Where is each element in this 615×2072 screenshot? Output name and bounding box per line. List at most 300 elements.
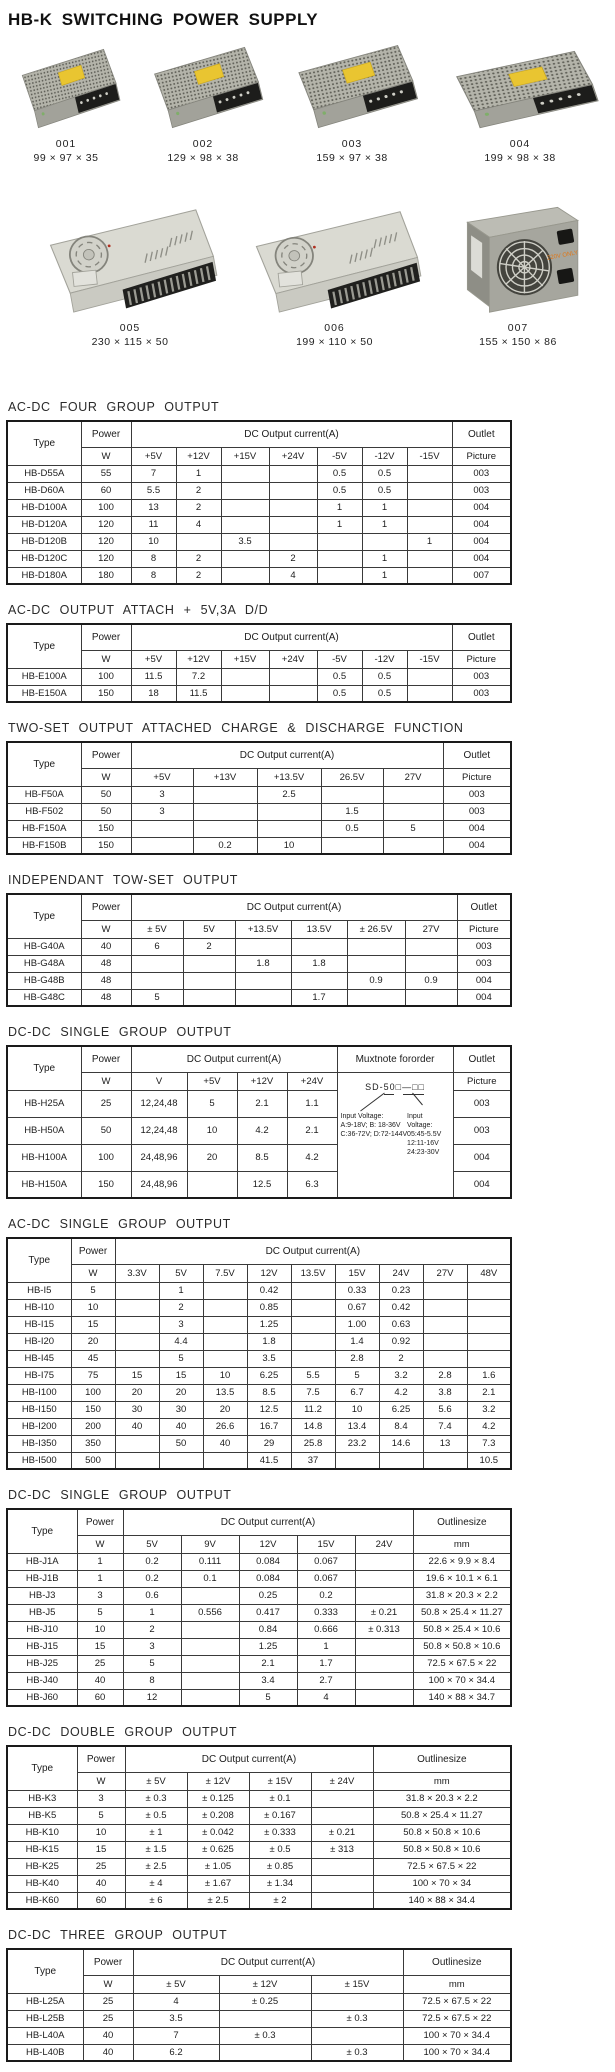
value-cell: 4 xyxy=(297,1689,355,1706)
type-cell: HB-F502 xyxy=(7,803,81,820)
table-row xyxy=(7,1621,511,1638)
table-row xyxy=(7,465,511,482)
value-cell: 10 xyxy=(187,1117,237,1144)
value-cell: 13 xyxy=(423,1435,467,1452)
section-3 xyxy=(6,721,512,855)
spec-table xyxy=(6,893,512,1007)
value-cell: 40 xyxy=(83,2044,133,2061)
note-model-code: SD-50□—□□ xyxy=(338,1082,453,1092)
value-cell: 10 xyxy=(257,837,321,854)
type-cell: HB-J1B xyxy=(7,1570,77,1587)
value-cell: 0.23 xyxy=(379,1282,423,1299)
table-row xyxy=(7,567,511,584)
type-cell: HB-K10 xyxy=(7,1824,77,1841)
last-col-cell: 100 × 70 × 34 xyxy=(373,1875,511,1892)
value-cell xyxy=(311,1858,373,1875)
value-cell: 12 xyxy=(123,1689,181,1706)
type-cell: HB-I500 xyxy=(7,1452,71,1469)
value-cell xyxy=(407,550,452,567)
header-cell: Outlet xyxy=(453,1046,511,1072)
value-cell: 150 xyxy=(71,1401,115,1418)
last-col-cell: 004 xyxy=(453,1171,511,1198)
type-cell: HB-K15 xyxy=(7,1841,77,1858)
value-cell: 120 xyxy=(81,516,131,533)
value-cell xyxy=(159,1452,203,1469)
product-006 xyxy=(246,208,424,348)
header-cell: Outlet xyxy=(457,894,511,920)
last-col-cell: 003 xyxy=(457,955,511,972)
value-cell: 20 xyxy=(159,1384,203,1401)
type-cell: HB-H50A xyxy=(7,1117,81,1144)
value-cell: ± 2.5 xyxy=(187,1892,249,1909)
value-cell: 5 xyxy=(187,1090,237,1117)
value-cell: 75 xyxy=(71,1367,115,1384)
table-row xyxy=(7,1824,511,1841)
value-cell: 500 xyxy=(71,1452,115,1469)
value-cell: 0.6 xyxy=(123,1587,181,1604)
value-cell: 20 xyxy=(115,1384,159,1401)
type-cell: HB-F50A xyxy=(7,786,81,803)
value-cell: ± 0.85 xyxy=(249,1858,311,1875)
value-cell xyxy=(355,1638,413,1655)
value-cell xyxy=(269,516,317,533)
value-cell xyxy=(423,1452,467,1469)
type-cell: HB-I350 xyxy=(7,1435,71,1452)
table-row xyxy=(7,2044,511,2061)
type-cell: HB-E100A xyxy=(7,668,81,685)
last-col-cell: 100 × 70 × 34.4 xyxy=(403,2027,511,2044)
value-cell: 5.6 xyxy=(423,1401,467,1418)
value-cell xyxy=(335,1452,379,1469)
value-cell xyxy=(181,1655,239,1672)
header-cell: 24V xyxy=(379,1264,423,1282)
header-cell: W xyxy=(81,447,131,465)
last-col-cell: 31.8 × 20.3 × 2.2 xyxy=(373,1790,511,1807)
products-row-1 xyxy=(0,44,615,164)
value-cell: 2 xyxy=(176,482,221,499)
value-cell: 0.5 xyxy=(317,465,362,482)
value-cell: 10 xyxy=(77,1824,125,1841)
value-cell xyxy=(407,465,452,482)
value-cell xyxy=(193,820,257,837)
value-cell: 20 xyxy=(187,1144,237,1171)
type-cell: HB-K5 xyxy=(7,1807,77,1824)
product-id: 005 xyxy=(119,322,141,334)
last-col-cell: 1.6 xyxy=(467,1367,511,1384)
value-cell: 1 xyxy=(317,499,362,516)
value-cell: 0.111 xyxy=(181,1553,239,1570)
value-cell: 0.92 xyxy=(379,1333,423,1350)
psu-sticker-label: 220V ONLY xyxy=(546,250,579,262)
type-cell: HB-L40B xyxy=(7,2044,83,2061)
section-2 xyxy=(6,603,512,703)
value-cell: 0.9 xyxy=(405,972,457,989)
header-cell: -12V xyxy=(362,447,407,465)
value-cell xyxy=(203,1452,247,1469)
value-cell: 12.5 xyxy=(237,1171,287,1198)
value-cell: 0.084 xyxy=(239,1570,297,1587)
product-001 xyxy=(10,48,122,164)
table-row xyxy=(7,1384,511,1401)
value-cell: 10 xyxy=(71,1299,115,1316)
value-cell: 1.4 xyxy=(335,1333,379,1350)
last-col-cell: 72.5 × 67.5 × 22 xyxy=(403,1993,511,2010)
value-cell: 15 xyxy=(71,1316,115,1333)
value-cell xyxy=(355,1672,413,1689)
type-cell: HB-J3 xyxy=(7,1587,77,1604)
section-title: AC-DC SINGLE GROUP OUTPUT xyxy=(8,1217,231,1231)
value-cell xyxy=(423,1282,467,1299)
last-col-cell: 003 xyxy=(453,1117,511,1144)
value-cell xyxy=(181,1621,239,1638)
header-cell: W xyxy=(77,1772,125,1790)
header-cell: Power xyxy=(81,894,131,920)
section-title: AC-DC OUTPUT ATTACH + 5V,3A D/D xyxy=(8,603,269,617)
value-cell xyxy=(203,1333,247,1350)
psu-photo-005 xyxy=(40,206,220,314)
header-cell: -12V xyxy=(362,650,407,668)
type-cell: HB-H100A xyxy=(7,1144,81,1171)
value-cell xyxy=(355,1570,413,1587)
header-cell: 5V xyxy=(123,1535,181,1553)
value-cell: 120 xyxy=(81,533,131,550)
value-cell xyxy=(131,955,183,972)
value-cell: 2 xyxy=(183,938,235,955)
value-cell: 15 xyxy=(159,1367,203,1384)
value-cell xyxy=(379,1452,423,1469)
value-cell: 7.2 xyxy=(176,668,221,685)
value-cell: 24,48,96 xyxy=(131,1144,187,1171)
last-col-cell: 004 xyxy=(452,550,511,567)
value-cell: 3 xyxy=(159,1316,203,1333)
value-cell xyxy=(221,550,269,567)
last-col-cell: 003 xyxy=(452,465,511,482)
header-cell: -15V xyxy=(407,447,452,465)
value-cell xyxy=(311,1993,403,2010)
header-row-1 xyxy=(7,894,511,920)
type-cell: HB-K60 xyxy=(7,1892,77,1909)
last-col-cell xyxy=(467,1350,511,1367)
header-cell: +24V xyxy=(269,650,317,668)
value-cell xyxy=(311,1875,373,1892)
header-cell: ± 5V xyxy=(131,920,183,938)
table-row xyxy=(7,1282,511,1299)
value-cell xyxy=(221,567,269,584)
type-cell: HB-I10 xyxy=(7,1299,71,1316)
value-cell xyxy=(235,972,291,989)
type-cell: HB-I5 xyxy=(7,1282,71,1299)
value-cell: 4.2 xyxy=(379,1384,423,1401)
table-row xyxy=(7,1655,511,1672)
value-cell: 50 xyxy=(81,786,131,803)
note-line: Input Voltage: xyxy=(340,1112,384,1120)
header-cell: Power xyxy=(81,742,131,768)
header-row-2 xyxy=(7,1772,511,1790)
note-input-voltage-right xyxy=(407,1112,450,1157)
spec-table xyxy=(6,1508,512,1707)
products-row-2 xyxy=(0,198,615,348)
last-col-cell: 100 × 70 × 34.4 xyxy=(403,2044,511,2061)
value-cell: ± 0.1 xyxy=(249,1790,311,1807)
value-cell: 1 xyxy=(362,516,407,533)
type-cell: HB-F150A xyxy=(7,820,81,837)
value-cell xyxy=(407,499,452,516)
value-cell: 0.5 xyxy=(362,465,407,482)
value-cell: 40 xyxy=(77,1875,125,1892)
value-cell: 150 xyxy=(81,820,131,837)
header-cell: +5V xyxy=(187,1072,237,1090)
value-cell: 60 xyxy=(81,482,131,499)
last-col-cell: 22.6 × 9.9 × 8.4 xyxy=(413,1553,511,1570)
value-cell: 2.5 xyxy=(257,786,321,803)
psu-photo-003 xyxy=(284,44,420,130)
header-cell: 48V xyxy=(467,1264,511,1282)
value-cell: 40 xyxy=(83,2027,133,2044)
product-id: 004 xyxy=(509,138,531,150)
value-cell xyxy=(219,2044,311,2061)
header-cell: +12V xyxy=(176,650,221,668)
value-cell xyxy=(235,938,291,955)
last-col-cell: 003 xyxy=(452,668,511,685)
value-cell: 41.5 xyxy=(247,1452,291,1469)
value-cell xyxy=(193,803,257,820)
type-cell: HB-G48C xyxy=(7,989,81,1006)
value-cell: ± 0.3 xyxy=(311,2010,403,2027)
value-cell: 10 xyxy=(77,1621,123,1638)
product-dimensions: 199 × 98 × 38 xyxy=(484,152,556,164)
note-pointer-lines xyxy=(338,1092,453,1112)
type-cell: HB-G48A xyxy=(7,955,81,972)
header-cell: DC Output current(A) xyxy=(131,1046,337,1072)
value-cell xyxy=(423,1350,467,1367)
value-cell xyxy=(203,1316,247,1333)
spec-table xyxy=(6,1745,512,1910)
value-cell: 0.33 xyxy=(335,1282,379,1299)
value-cell xyxy=(405,955,457,972)
header-cell: 5V xyxy=(183,920,235,938)
value-cell: 3.8 xyxy=(423,1384,467,1401)
last-col-cell: 50.8 × 50.8 × 10.6 xyxy=(373,1841,511,1858)
value-cell: ± 4 xyxy=(125,1875,187,1892)
value-cell: 0.5 xyxy=(362,668,407,685)
value-cell: 11 xyxy=(131,516,176,533)
value-cell: 150 xyxy=(81,837,131,854)
value-cell: 0.2 xyxy=(297,1587,355,1604)
spec-table xyxy=(6,420,512,585)
value-cell: 1 xyxy=(77,1553,123,1570)
type-cell: HB-D60A xyxy=(7,482,81,499)
value-cell xyxy=(407,567,452,584)
header-cell: +13V xyxy=(193,768,257,786)
header-cell: Power xyxy=(77,1509,123,1535)
value-cell xyxy=(311,1807,373,1824)
value-cell xyxy=(347,955,405,972)
product-dimensions: 199 × 110 × 50 xyxy=(296,336,373,348)
value-cell: 13 xyxy=(131,499,176,516)
value-cell: 48 xyxy=(81,972,131,989)
value-cell: 3 xyxy=(77,1587,123,1604)
value-cell xyxy=(355,1689,413,1706)
header-cell: Muxtnote fororder xyxy=(337,1046,453,1072)
header-row-1 xyxy=(7,421,511,447)
section-title: INDEPENDANT TOW-SET OUTPUT xyxy=(8,873,239,887)
value-cell: 1 xyxy=(176,465,221,482)
header-row-2 xyxy=(7,768,511,786)
spec-table xyxy=(6,1948,512,2062)
value-cell xyxy=(407,482,452,499)
value-cell xyxy=(221,499,269,516)
header-row-2 xyxy=(7,1072,511,1090)
note-line: 12:11-16V xyxy=(407,1139,439,1147)
ordering-note xyxy=(338,1082,453,1159)
value-cell: 8.4 xyxy=(379,1418,423,1435)
value-cell: 0.42 xyxy=(379,1299,423,1316)
value-cell xyxy=(407,668,452,685)
value-cell: 2.8 xyxy=(335,1350,379,1367)
header-cell: DC Output current(A) xyxy=(123,1509,413,1535)
last-col-cell xyxy=(467,1333,511,1350)
note-line: Input xyxy=(407,1112,423,1120)
last-col-cell: 100 × 70 × 34.4 xyxy=(413,1672,511,1689)
value-cell: 2 xyxy=(176,499,221,516)
header-cell: 12V xyxy=(239,1535,297,1553)
value-cell: 6.25 xyxy=(379,1401,423,1418)
header-cell: Type xyxy=(7,1046,81,1090)
value-cell xyxy=(181,1672,239,1689)
value-cell xyxy=(311,2027,403,2044)
header-cell: W xyxy=(83,1975,133,1993)
value-cell xyxy=(405,938,457,955)
header-cell: Type xyxy=(7,1949,83,1993)
product-dimensions: 129 × 98 × 38 xyxy=(167,152,239,164)
last-col-cell: 003 xyxy=(443,803,511,820)
table-row xyxy=(7,516,511,533)
table-row xyxy=(7,989,511,1006)
last-col-cell: 004 xyxy=(443,820,511,837)
value-cell: 50 xyxy=(81,1117,131,1144)
value-cell: 30 xyxy=(115,1401,159,1418)
header-cell: 27V xyxy=(423,1264,467,1282)
type-cell: HB-D120A xyxy=(7,516,81,533)
value-cell: 10 xyxy=(131,533,176,550)
value-cell: 1.8 xyxy=(247,1333,291,1350)
table-row xyxy=(7,685,511,702)
value-cell: 2.1 xyxy=(239,1655,297,1672)
value-cell: 3.5 xyxy=(247,1350,291,1367)
header-cell: DC Output current(A) xyxy=(125,1746,373,1772)
section-title: DC-DC SINGLE GROUP OUTPUT xyxy=(8,1488,232,1502)
value-cell: 18 xyxy=(131,685,176,702)
header-cell: DC Output current(A) xyxy=(131,421,452,447)
value-cell xyxy=(317,550,362,567)
value-cell: 3.2 xyxy=(379,1367,423,1384)
value-cell: 23.2 xyxy=(335,1435,379,1452)
type-cell: HB-D55A xyxy=(7,465,81,482)
table-row xyxy=(7,1452,511,1469)
header-cell: ± 24V xyxy=(311,1772,373,1790)
value-cell xyxy=(221,465,269,482)
value-cell: 120 xyxy=(81,550,131,567)
header-row-1 xyxy=(7,624,511,650)
value-cell xyxy=(187,1171,237,1198)
type-cell: HB-I75 xyxy=(7,1367,71,1384)
value-cell xyxy=(115,1333,159,1350)
table-row xyxy=(7,1875,511,1892)
header-cell: Type xyxy=(7,1746,77,1790)
header-cell: ± 12V xyxy=(187,1772,249,1790)
value-cell: ± 313 xyxy=(311,1841,373,1858)
value-cell: 5 xyxy=(77,1807,125,1824)
value-cell: 4.2 xyxy=(287,1144,337,1171)
value-cell: 15 xyxy=(77,1638,123,1655)
header-row-1 xyxy=(7,1949,511,1975)
value-cell xyxy=(317,533,362,550)
section-8 xyxy=(6,1725,512,1910)
value-cell: 3 xyxy=(131,786,193,803)
table-row xyxy=(7,1435,511,1452)
header-cell: Picture xyxy=(457,920,511,938)
value-cell xyxy=(362,533,407,550)
value-cell: ± 2 xyxy=(249,1892,311,1909)
value-cell xyxy=(221,516,269,533)
table-row xyxy=(7,1892,511,1909)
table-row xyxy=(7,938,511,955)
header-cell: -5V xyxy=(317,650,362,668)
note-line: 24:23-30V xyxy=(407,1148,440,1156)
value-cell xyxy=(269,533,317,550)
value-cell xyxy=(115,1435,159,1452)
table-row xyxy=(7,1570,511,1587)
type-cell: HB-I45 xyxy=(7,1350,71,1367)
last-col-cell xyxy=(467,1282,511,1299)
product-004 xyxy=(439,50,601,164)
value-cell: 1 xyxy=(159,1282,203,1299)
value-cell: 0.556 xyxy=(181,1604,239,1621)
value-cell: 40 xyxy=(159,1418,203,1435)
value-cell: 3.5 xyxy=(221,533,269,550)
note-line: C:36-72V; D:72-144V xyxy=(340,1130,408,1138)
value-cell: 7.4 xyxy=(423,1418,467,1435)
value-cell xyxy=(176,533,221,550)
section-title: AC-DC FOUR GROUP OUTPUT xyxy=(8,400,220,414)
value-cell: 14.8 xyxy=(291,1418,335,1435)
header-cell: Power xyxy=(71,1238,115,1264)
value-cell: 5 xyxy=(71,1282,115,1299)
value-cell xyxy=(269,668,317,685)
value-cell: 8 xyxy=(123,1672,181,1689)
product-id: 003 xyxy=(341,138,363,150)
value-cell: 0.067 xyxy=(297,1553,355,1570)
header-row-1 xyxy=(7,742,511,768)
header-cell: 26.5V xyxy=(321,768,383,786)
header-cell: Picture xyxy=(452,447,511,465)
last-col-cell: 50.8 × 25.4 × 10.6 xyxy=(413,1621,511,1638)
type-cell: HB-J60 xyxy=(7,1689,77,1706)
table-row xyxy=(7,2027,511,2044)
section-title: DC-DC THREE GROUP OUTPUT xyxy=(8,1928,228,1942)
value-cell: ± 0.625 xyxy=(187,1841,249,1858)
product-id: 006 xyxy=(324,322,345,334)
psu-photo-004 xyxy=(439,50,601,130)
header-cell: Picture xyxy=(453,1072,511,1090)
table-row xyxy=(7,1858,511,1875)
product-dimensions: 159 × 97 × 38 xyxy=(316,152,388,164)
type-cell: HB-I150 xyxy=(7,1401,71,1418)
value-cell: ± 0.333 xyxy=(249,1824,311,1841)
value-cell: 12.5 xyxy=(247,1401,291,1418)
value-cell: 1 xyxy=(362,567,407,584)
value-cell xyxy=(183,955,235,972)
